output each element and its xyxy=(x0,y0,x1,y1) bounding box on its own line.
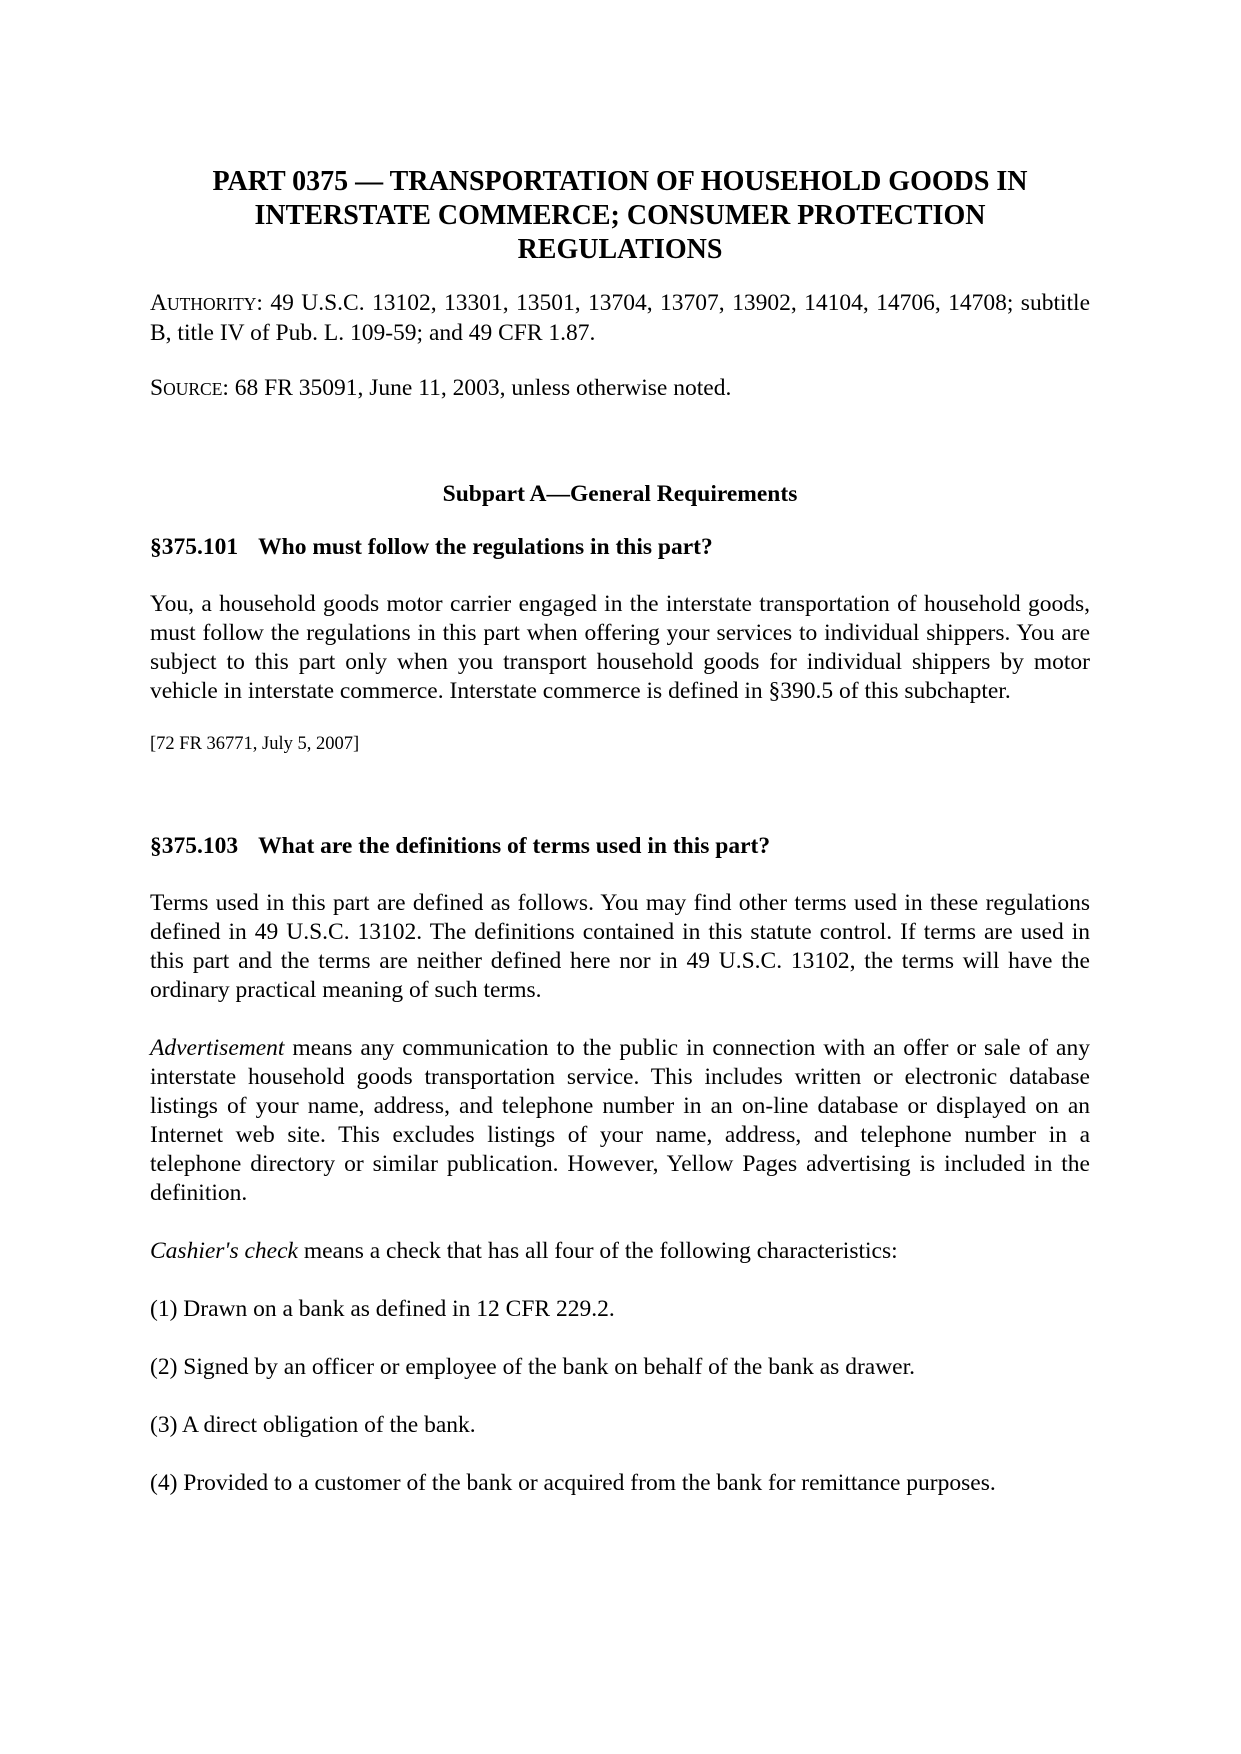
authority-label-rest: UTHORITY xyxy=(166,294,257,314)
section-375-101-body: You, a household goods motor carrier engaged in the interstate transportation of household goods, must follow the regulations in this part when offering your services to individual shippers. You are subject to this part only when you transport household goods for individual shippers by motor vehicle in interstate commerce. Interstate commerce is defined in §390.5 of this subchapter. xyxy=(150,591,1090,704)
source-label-rest: OURCE xyxy=(163,379,223,399)
part-title-line-2: INTERSTATE COMMERCE; CONSUMER PROTECTION xyxy=(254,200,986,231)
source-text: : 68 FR 35091, June 11, 2003, unless otherwise noted. xyxy=(222,375,732,401)
authority-paragraph xyxy=(150,289,1090,348)
section-375-101-heading xyxy=(150,533,1090,562)
authority-label-initial: A xyxy=(150,290,167,316)
section-375-103-heading xyxy=(150,832,1090,861)
list-item: (4) Provided to a customer of the bank or acquired from the bank for remittance purposes. xyxy=(150,1470,996,1496)
section-375-103-intro: Terms used in this part are defined as follows. You may find other terms used in these regulations defined in 49 U.S.C. 13102. The definitions contained in this statute control. If terms are used in this part and the terms are neither defined here nor in 49 U.S.C. 13102, the terms will have the ordinary practical meaning of such terms. xyxy=(150,890,1090,1003)
section-number: §375.101 xyxy=(150,534,239,560)
document-content xyxy=(150,165,1090,1498)
source-label-initial: S xyxy=(150,375,164,401)
section-number: §375.103 xyxy=(150,833,239,859)
section-375-101-citation: [72 FR 36771, July 5, 2007] xyxy=(150,734,360,754)
definition-advertisement xyxy=(150,1034,1090,1208)
subpart-heading: Subpart A—General Requirements xyxy=(442,481,798,507)
authority-text: : 49 U.S.C. 13102, 13301, 13501, 13704, 13707, 13902, 14104, 14706, 14708; subtitle B, title IV of Pub. L. 109-59; and 49 CFR 1.87. xyxy=(150,290,1090,346)
part-title-line-3: REGULATIONS xyxy=(517,234,723,265)
list-item: (3) A direct obligation of the bank. xyxy=(150,1412,476,1438)
section-title: What are the definitions of terms used in this part? xyxy=(258,833,771,859)
part-title xyxy=(150,165,1090,267)
definition-term: Advertisement xyxy=(150,1035,285,1061)
list-item: (1) Drawn on a bank as defined in 12 CFR 229.2. xyxy=(150,1296,615,1322)
source-paragraph xyxy=(150,374,1090,404)
definition-text: means any communication to the public in connection with an offer or sale of any interstate household goods transportation service. This includes written or electronic database listings of your name, address, and telephone number in an on-line database or displayed on an Internet web site. This excludes listings of your name, address, and telephone number in a telephone directory or similar publication. However, Yellow Pages advertising is included in the definition. xyxy=(150,1035,1090,1206)
definition-term: Cashier's check xyxy=(150,1238,298,1264)
section-title: Who must follow the regulations in this part? xyxy=(258,534,713,560)
list-item: (2) Signed by an officer or employee of the bank on behalf of the bank as drawer. xyxy=(150,1354,916,1380)
definition-text: means a check that has all four of the following characteristics: xyxy=(297,1238,898,1264)
definition-cashiers-check xyxy=(150,1237,1090,1266)
part-title-line-1: PART 0375 — TRANSPORTATION OF HOUSEHOLD GOODS IN xyxy=(212,166,1028,197)
